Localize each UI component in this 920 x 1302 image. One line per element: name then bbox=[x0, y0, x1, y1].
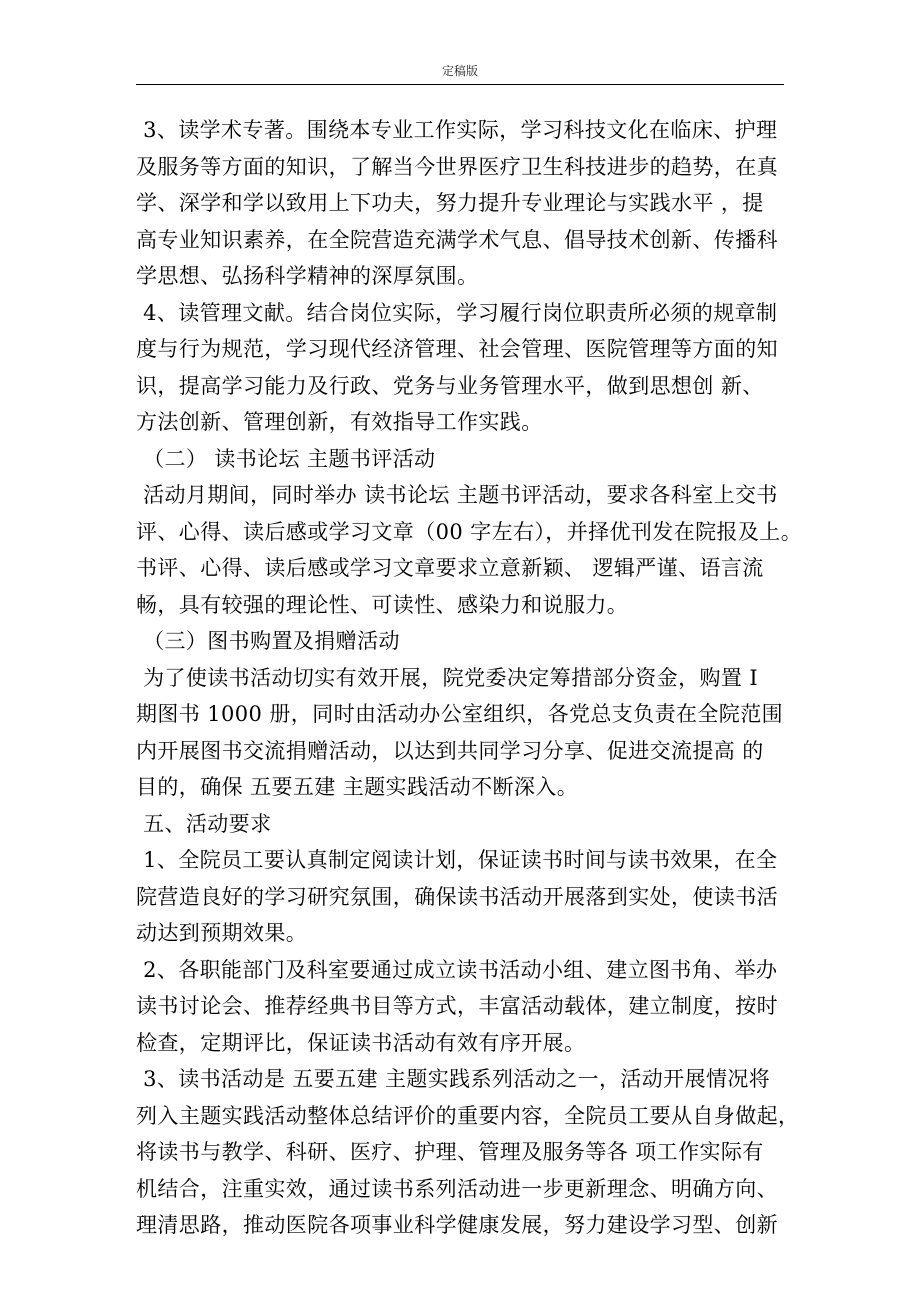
text-line: 活动月期间，同时举办 读书论坛 主题书评活动，要求各科室上交书 bbox=[136, 483, 778, 507]
text-line: 检查，定期评比，保证读书活动有效有序开展。 bbox=[136, 1030, 586, 1055]
text-line: 3、读学术专著。围绕本专业工作实际，学习科技文化在临床、护理 bbox=[136, 118, 778, 142]
text-line: 度与行为规范，学习现代经济管理、社会管理、医院管理等方面的知 bbox=[136, 337, 778, 361]
section-heading: （二） 读书论坛 主题书评活动 bbox=[136, 446, 436, 471]
section-heading: 五、活动要求 bbox=[136, 811, 272, 836]
section-heading: （三）图书购置及捐赠活动 bbox=[136, 629, 400, 653]
text-line: 评、心得、读后感或学习文章（00 字左右），并择优刊发在院报及上。 bbox=[136, 519, 803, 544]
text-line: 将读书与教学、科研、医疗、护理、管理及服务等各 项工作实际有 bbox=[136, 1140, 764, 1164]
text-line: 1、全院员工要认真制定阅读计划，保证读书时间与读书效果，在全 bbox=[136, 848, 778, 872]
text-line: 识，提高学习能力及行政、党务与业务管理水平，做到思想创 新、 bbox=[136, 373, 764, 398]
text-line: 理清思路，推动医院各项事业科学健康发展，努力建设学习型、创新 bbox=[136, 1213, 778, 1237]
text-line: 2、各职能部门及科室要通过成立读书活动小组、建立图书角、举办 bbox=[136, 957, 778, 982]
header-label: 定稿版 bbox=[441, 64, 478, 78]
text-line: 为了使读书活动切实有效开展，院党委决定筹措部分资金，购置 I bbox=[136, 665, 759, 690]
text-line: 4、读管理文献。结合岗位实际，学习履行岗位职责所必须的规章制 bbox=[136, 300, 778, 325]
text-line: 内开展图书交流捐赠活动，以达到共同学习分享、促进交流提高 的 bbox=[136, 738, 764, 763]
body-text bbox=[136, 112, 803, 1244]
text-line: 院营造良好的学习研究氛围，确保读书活动开展落到实处，使读书活 bbox=[136, 884, 778, 909]
text-line: 3、读书活动是 五要五建 主题实践系列活动之一，活动开展情况将 bbox=[136, 1067, 771, 1091]
text-line: 及服务等方面的知识，了解当今世界医疗卫生科技进步的趋势，在真 bbox=[136, 154, 778, 179]
text-line: 书评、心得、读后感或学习文章要求立意新颖、 逻辑严谨、语言流 bbox=[136, 556, 764, 580]
text-line: 学、深学和学以致用上下功夫，努力提升专业理论与实践水平 ，提 bbox=[136, 191, 764, 215]
text-line: 期图书 1000 册，同时由活动办公室组织，各党总支负责在全院范围 bbox=[136, 702, 783, 726]
text-line: 方法创新、管理创新，有效指导工作实践。 bbox=[136, 410, 543, 434]
text-line: 机结合，注重实效，通过读书系列活动进一步更新理念、明确方向、 bbox=[136, 1176, 778, 1201]
text-line: 动达到预期效果。 bbox=[136, 921, 308, 945]
text-line: 目的，确保 五要五建 主题实践活动不断深入。 bbox=[136, 775, 579, 799]
text-line: 高专业知识素养，在全院营造充满学术气息、倡导技术创新、传播科 bbox=[136, 227, 778, 252]
text-line: 读书讨论会、推荐经典书目等方式，丰富活动载体，建立制度，按时 bbox=[136, 994, 778, 1018]
text-line: 畅，具有较强的理论性、可读性、感染力和说服力。 bbox=[136, 592, 629, 617]
text-line: 列入主题实践活动整体总结评价的重要内容，全院员工要从自身做起， bbox=[136, 1103, 800, 1128]
text-line: 学思想、弘扬科学精神的深厚氛围。 bbox=[136, 264, 479, 288]
header-rule bbox=[136, 84, 784, 85]
